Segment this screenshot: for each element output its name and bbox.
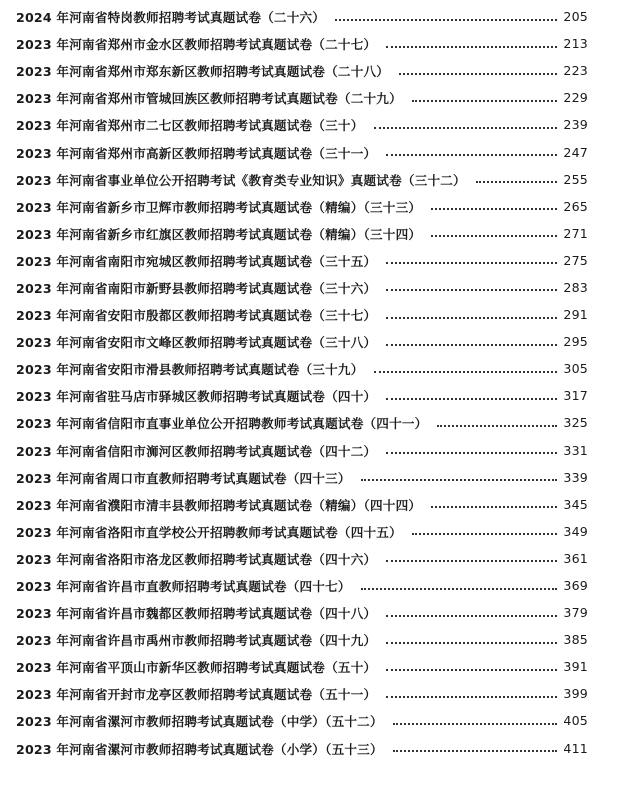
toc-entry[interactable] bbox=[16, 274, 588, 301]
toc-entry-page: 223 bbox=[563, 63, 588, 79]
dot-leader bbox=[431, 506, 557, 508]
toc-entry-page: 239 bbox=[563, 117, 588, 133]
dot-leader bbox=[431, 235, 557, 237]
toc-entry-title: 2023 年河南省漯河市教师招聘考试真题试卷（中学）（五十二） bbox=[16, 714, 383, 730]
toc-entry-title: 2023 年河南省郑州市高新区教师招聘考试真题试卷（三十一） bbox=[16, 145, 377, 161]
toc-entry-title: 2023 年河南省洛阳市洛龙区教师招聘考试真题试卷（四十六） bbox=[16, 551, 377, 567]
toc-entry-page: 379 bbox=[563, 605, 588, 621]
toc-entry-page: 331 bbox=[563, 442, 588, 458]
dot-leader bbox=[386, 317, 557, 319]
toc-entry[interactable] bbox=[16, 355, 588, 382]
toc-entry[interactable] bbox=[16, 409, 588, 436]
toc-entry-page: 291 bbox=[563, 307, 588, 323]
toc-entry[interactable] bbox=[16, 653, 588, 680]
toc-entry-title: 2023 年河南省漯河市教师招聘考试真题试卷（小学）（五十三） bbox=[16, 741, 383, 757]
toc-entry-title: 2023 年河南省濮阳市清丰县教师招聘考试真题试卷（精编）（四十四） bbox=[16, 497, 422, 513]
toc-entry[interactable] bbox=[16, 680, 588, 707]
toc-entry-title: 2023 年河南省驻马店市驿城区教师招聘考试真题试卷（四十） bbox=[16, 389, 377, 405]
toc-entry[interactable] bbox=[16, 3, 588, 30]
toc-entry-title: 2023 年河南省许昌市禹州市教师招聘考试真题试卷（四十九） bbox=[16, 633, 377, 649]
dot-leader bbox=[374, 371, 558, 373]
dot-leader bbox=[374, 127, 558, 129]
toc-entry-page: 255 bbox=[563, 171, 588, 187]
toc-entry-title: 2023 年河南省郑州市二七区教师招聘考试真题试卷（三十） bbox=[16, 118, 364, 134]
toc-entry-title: 2023 年河南省安阳市滑县教师招聘考试真题试卷（三十九） bbox=[16, 362, 364, 378]
toc-entry-title: 2023 年河南省周口市直教师招聘考试真题试卷（四十三） bbox=[16, 470, 351, 486]
toc-entry-page: 385 bbox=[563, 632, 588, 648]
toc-entry-title: 2023 年河南省安阳市殷都区教师招聘考试真题试卷（三十七） bbox=[16, 308, 377, 324]
toc-entry-title: 2023 年河南省许昌市魏都区教师招聘考试真题试卷（四十八） bbox=[16, 606, 377, 622]
toc-entry-page: 345 bbox=[563, 496, 588, 512]
dot-leader bbox=[386, 398, 557, 400]
table-of-contents bbox=[16, 3, 588, 762]
toc-entry-page: 275 bbox=[563, 252, 588, 268]
toc-entry[interactable] bbox=[16, 707, 588, 734]
toc-entry[interactable] bbox=[16, 626, 588, 653]
dot-leader bbox=[399, 73, 557, 75]
toc-entry-title: 2023 年河南省事业单位公开招聘考试《教育类专业知识》真题试卷（三十二） bbox=[16, 172, 466, 188]
toc-entry-page: 399 bbox=[563, 686, 588, 702]
toc-entry-page: 405 bbox=[563, 713, 588, 729]
toc-entry-title: 2023 年河南省洛阳市直学校公开招聘教师考试真题试卷（四十五） bbox=[16, 524, 402, 540]
toc-entry-title: 2023 年河南省南阳市宛城区教师招聘考试真题试卷（三十五） bbox=[16, 253, 377, 269]
dot-leader bbox=[386, 669, 557, 671]
toc-entry[interactable] bbox=[16, 599, 588, 626]
toc-entry[interactable] bbox=[16, 382, 588, 409]
toc-entry[interactable] bbox=[16, 247, 588, 274]
toc-entry-page: 391 bbox=[563, 659, 588, 675]
dot-leader bbox=[386, 344, 557, 346]
toc-entry-page: 411 bbox=[563, 740, 588, 756]
toc-entry-title: 2023 年河南省南阳市新野县教师招聘考试真题试卷（三十六） bbox=[16, 280, 377, 296]
dot-leader bbox=[431, 208, 557, 210]
toc-entry-title: 2024 年河南省特岗教师招聘考试真题试卷（二十六） bbox=[16, 10, 326, 26]
toc-entry-title: 2023 年河南省信阳市浉河区教师招聘考试真题试卷（四十二） bbox=[16, 443, 377, 459]
dot-leader bbox=[361, 479, 558, 481]
dot-leader bbox=[476, 181, 558, 183]
dot-leader bbox=[412, 533, 557, 535]
toc-entry[interactable] bbox=[16, 328, 588, 355]
dot-leader bbox=[335, 19, 557, 21]
toc-entry-page: 361 bbox=[563, 550, 588, 566]
toc-entry-page: 229 bbox=[563, 90, 588, 106]
toc-entry[interactable] bbox=[16, 572, 588, 599]
dot-leader bbox=[386, 289, 557, 291]
toc-entry-title: 2023 年河南省安阳市文峰区教师招聘考试真题试卷（三十八） bbox=[16, 335, 377, 351]
toc-entry-title: 2023 年河南省开封市龙亭区教师招聘考试真题试卷（五十一） bbox=[16, 687, 377, 703]
dot-leader bbox=[393, 723, 558, 725]
toc-entry-page: 295 bbox=[563, 334, 588, 350]
toc-entry[interactable] bbox=[16, 30, 588, 57]
dot-leader bbox=[386, 642, 557, 644]
toc-entry-page: 265 bbox=[563, 198, 588, 214]
dot-leader bbox=[437, 425, 557, 427]
toc-entry[interactable] bbox=[16, 57, 588, 84]
toc-entry[interactable] bbox=[16, 518, 588, 545]
toc-entry-page: 247 bbox=[563, 144, 588, 160]
dot-leader bbox=[386, 262, 557, 264]
toc-entry-title: 2023 年河南省平顶山市新华区教师招聘考试真题试卷（五十） bbox=[16, 660, 377, 676]
toc-entry-title: 2023 年河南省郑州市郑东新区教师招聘考试真题试卷（二十八） bbox=[16, 64, 390, 80]
toc-entry-page: 271 bbox=[563, 225, 588, 241]
toc-entry-title: 2023 年河南省新乡市卫辉市教师招聘考试真题试卷（精编）（三十三） bbox=[16, 199, 422, 215]
toc-entry-title: 2023 年河南省新乡市红旗区教师招聘考试真题试卷（精编）（三十四） bbox=[16, 226, 422, 242]
dot-leader bbox=[386, 452, 557, 454]
dot-leader bbox=[386, 696, 557, 698]
toc-entry[interactable] bbox=[16, 166, 588, 193]
toc-entry[interactable] bbox=[16, 138, 588, 165]
toc-entry-title: 2023 年河南省郑州市管城回族区教师招聘考试真题试卷（二十九） bbox=[16, 91, 402, 107]
toc-entry[interactable] bbox=[16, 464, 588, 491]
toc-entry-page: 369 bbox=[563, 578, 588, 594]
toc-entry[interactable] bbox=[16, 84, 588, 111]
toc-entry-page: 283 bbox=[563, 279, 588, 295]
toc-entry-title: 2023 年河南省郑州市金水区教师招聘考试真题试卷（二十七） bbox=[16, 37, 377, 53]
dot-leader bbox=[386, 154, 557, 156]
toc-entry-title: 2023 年河南省许昌市直教师招聘考试真题试卷（四十七） bbox=[16, 579, 351, 595]
toc-entry[interactable] bbox=[16, 491, 588, 518]
toc-entry-page: 339 bbox=[563, 469, 588, 485]
toc-entry-page: 349 bbox=[563, 523, 588, 539]
dot-leader bbox=[361, 588, 558, 590]
toc-entry-page: 317 bbox=[563, 388, 588, 404]
toc-entry-page: 325 bbox=[563, 415, 588, 431]
toc-entry-page: 305 bbox=[563, 361, 588, 377]
toc-entry[interactable] bbox=[16, 437, 588, 464]
toc-entry[interactable] bbox=[16, 220, 588, 247]
toc-entry[interactable] bbox=[16, 193, 588, 220]
toc-entry[interactable] bbox=[16, 735, 588, 762]
toc-entry[interactable] bbox=[16, 301, 588, 328]
toc-entry[interactable] bbox=[16, 111, 588, 138]
dot-leader bbox=[412, 100, 557, 102]
toc-entry-title: 2023 年河南省信阳市直事业单位公开招聘教师考试真题试卷（四十一） bbox=[16, 416, 428, 432]
dot-leader bbox=[386, 46, 557, 48]
toc-entry-page: 205 bbox=[563, 9, 588, 25]
dot-leader bbox=[386, 560, 557, 562]
toc-entry-page: 213 bbox=[563, 36, 588, 52]
dot-leader bbox=[393, 750, 558, 752]
dot-leader bbox=[386, 615, 557, 617]
toc-entry[interactable] bbox=[16, 545, 588, 572]
